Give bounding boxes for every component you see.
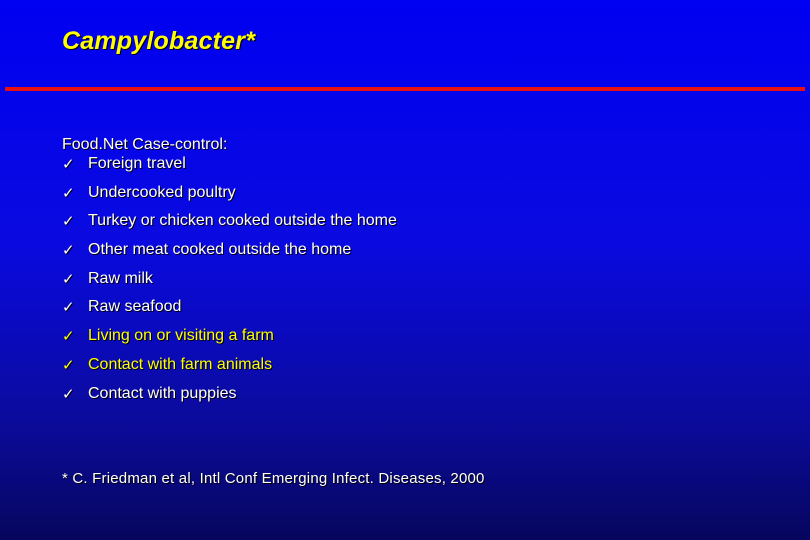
- bullet-item: [62, 297, 397, 326]
- bullet-text: Contact with puppies: [88, 384, 237, 402]
- check-icon: ✓: [62, 241, 75, 260]
- bullet-item: [62, 183, 397, 212]
- bullet-item: [62, 326, 397, 355]
- bullet-text: Foreign travel: [88, 155, 186, 172]
- bullet-text: Living on or visiting a farm: [88, 327, 274, 345]
- bullet-text: Undercooked poultry: [88, 183, 236, 201]
- bullet-item: [62, 384, 397, 413]
- check-icon: ✓: [62, 298, 75, 317]
- check-icon: ✓: [62, 384, 75, 403]
- bullet-item: [62, 154, 397, 183]
- bullet-item: [62, 355, 397, 384]
- check-icon: ✓: [62, 155, 75, 173]
- bullet-item: [62, 240, 397, 269]
- citation-footnote: * C. Friedman et al, Intl Conf Emerging Infect. Diseases, 2000: [62, 470, 485, 487]
- bullet-text: Turkey or chicken cooked outside the home: [88, 212, 397, 230]
- bullet-text: Raw milk: [88, 269, 153, 287]
- check-icon: ✓: [62, 269, 75, 288]
- bullet-text: Other meat cooked outside the home: [88, 241, 352, 259]
- bullet-text: Raw seafood: [88, 298, 182, 316]
- check-icon: ✓: [62, 183, 75, 202]
- check-icon: ✓: [62, 327, 75, 346]
- title-divider: [5, 87, 805, 91]
- bullet-list: [62, 154, 397, 412]
- bullet-item: [62, 211, 397, 240]
- section-heading: Food.Net Case-control:: [62, 136, 228, 153]
- bullet-text: Contact with farm animals: [88, 355, 273, 373]
- slide-title: Campylobacter*: [62, 27, 256, 55]
- check-icon: ✓: [62, 212, 75, 231]
- bullet-item: [62, 269, 397, 298]
- check-icon: ✓: [62, 355, 75, 374]
